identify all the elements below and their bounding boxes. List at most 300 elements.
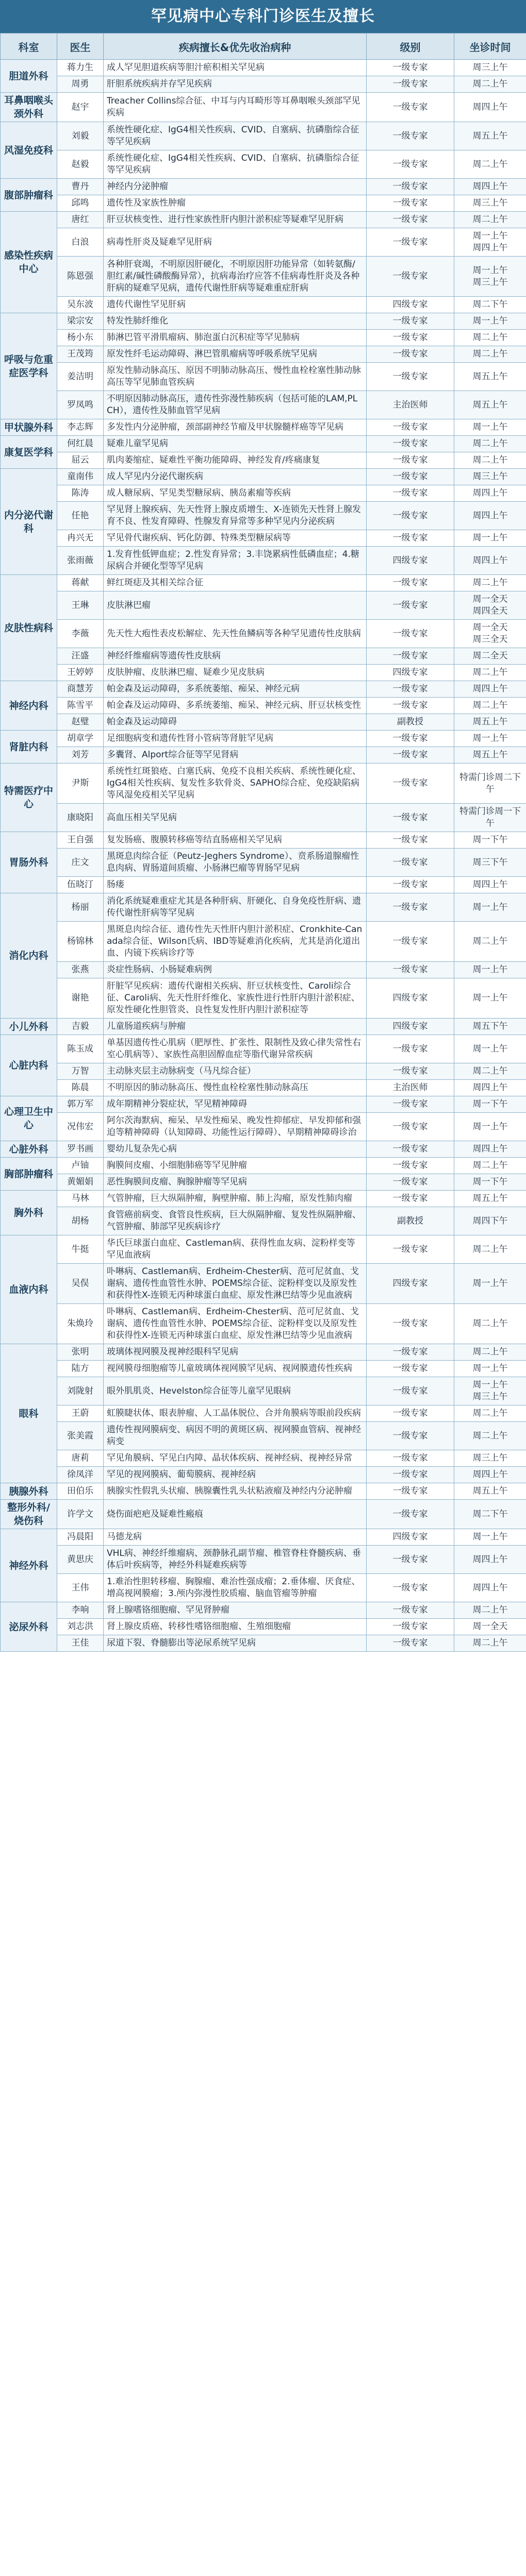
time-cell: 周一下午 bbox=[454, 1174, 526, 1191]
time-cell: 周二上午 bbox=[454, 452, 526, 469]
doctor-cell: 汪盛 bbox=[57, 648, 104, 665]
table-row bbox=[1, 648, 526, 665]
level-cell: 一级专家 bbox=[367, 122, 454, 150]
table-row bbox=[1, 76, 526, 93]
specialty-cell: 罕见骨代谢疾病、钙化防御、特殊类型糖尿病等 bbox=[104, 530, 367, 547]
specialty-cell: 玻璃体视网膜及视神经眼科罕见病 bbox=[104, 1344, 367, 1361]
time-cell: 周四下午 bbox=[454, 1207, 526, 1235]
time-cell: 周三上午 bbox=[454, 1450, 526, 1467]
doctor-cell: 蒋力生 bbox=[57, 60, 104, 76]
specialty-cell: 肾上腺皮质癌、转移性嗜铬细胞瘤、生殖细胞瘤 bbox=[104, 1619, 367, 1635]
level-cell: 一级专家 bbox=[367, 1619, 454, 1635]
doctor-cell: 白浪 bbox=[57, 228, 104, 257]
table-row bbox=[1, 832, 526, 849]
specialty-cell: 成年期精神分裂症状，罕见精神障碍 bbox=[104, 1096, 367, 1113]
doctor-cell: 胡章学 bbox=[57, 731, 104, 747]
specialty-cell: 复发肠癌、腹膜转移癌等结直肠癌相关罕见病 bbox=[104, 832, 367, 849]
doctor-cell: 蒋献 bbox=[57, 575, 104, 591]
doctor-cell: 罗书画 bbox=[57, 1141, 104, 1158]
time-cell: 周二上午 bbox=[454, 1405, 526, 1422]
specialty-cell: 罕见肾上腺疾病、先天性肾上腺皮质增生、X-连锁先天性肾上腺发育不良、性发育障碍、性腺发育异常等多种罕见内分泌疾病 bbox=[104, 502, 367, 530]
doctor-cell: 赵毅 bbox=[57, 150, 104, 179]
doctor-cell: 康晓阳 bbox=[57, 804, 104, 832]
doctor-cell: 商慧芳 bbox=[57, 681, 104, 698]
doctor-cell: 唐莉 bbox=[57, 1450, 104, 1467]
level-cell: 一级专家 bbox=[367, 212, 454, 228]
doctor-cell: 王自强 bbox=[57, 832, 104, 849]
doctor-cell: 张雨薇 bbox=[57, 547, 104, 575]
doctor-cell: 庄文 bbox=[57, 849, 104, 877]
specialty-cell: 眼外肌肌炎、Hevelston综合征等儿童罕见眼病 bbox=[104, 1377, 367, 1405]
dept-cell: 神经外科 bbox=[1, 1529, 57, 1602]
table-row bbox=[1, 1158, 526, 1174]
doctor-cell: 屈云 bbox=[57, 452, 104, 469]
doctor-cell: 冉兴无 bbox=[57, 530, 104, 547]
table-row bbox=[1, 1304, 526, 1344]
level-cell: 四级专家 bbox=[367, 1264, 454, 1304]
table-row bbox=[1, 391, 526, 419]
table-row bbox=[1, 978, 526, 1019]
level-cell: 四级专家 bbox=[367, 1019, 454, 1035]
doctor-cell: 吴俣 bbox=[57, 1264, 104, 1304]
dept-cell: 内分泌代谢科 bbox=[1, 469, 57, 575]
table-row bbox=[1, 313, 526, 330]
table-row bbox=[1, 1546, 526, 1574]
level-cell: 一级专家 bbox=[367, 363, 454, 391]
table-row bbox=[1, 485, 526, 502]
level-cell: 一级专家 bbox=[367, 452, 454, 469]
level-cell: 一级专家 bbox=[367, 1635, 454, 1652]
level-cell: 一级专家 bbox=[367, 1096, 454, 1113]
time-cell: 周二上午 bbox=[454, 1304, 526, 1344]
dept-cell: 神经内科 bbox=[1, 681, 57, 731]
level-cell: 一级专家 bbox=[367, 1158, 454, 1174]
table-row bbox=[1, 1264, 526, 1304]
dept-cell: 胆道外科 bbox=[1, 60, 57, 93]
dept-cell: 整形外科/烧伤科 bbox=[1, 1500, 57, 1529]
level-cell: 一级专家 bbox=[367, 922, 454, 962]
table-row bbox=[1, 1405, 526, 1422]
level-cell: 一级专家 bbox=[367, 1467, 454, 1483]
time-cell: 周二上午 bbox=[454, 1422, 526, 1450]
level-cell: 一级专家 bbox=[367, 502, 454, 530]
specialty-cell: 虹膜睫状体、眼表肿瘤、人工晶体脱位、合并角膜病等眼前段疾病 bbox=[104, 1405, 367, 1422]
table-row bbox=[1, 698, 526, 714]
level-cell: 主治医师 bbox=[367, 1080, 454, 1096]
time-cell: 周四上午 bbox=[454, 1141, 526, 1158]
time-cell: 周一全天 周三全天 bbox=[454, 620, 526, 648]
time-cell: 周二上午 bbox=[454, 1344, 526, 1361]
table-row bbox=[1, 714, 526, 731]
level-cell: 一级专家 bbox=[367, 698, 454, 714]
dept-cell: 风湿免疫科 bbox=[1, 122, 57, 179]
time-cell: 周一上午 bbox=[454, 893, 526, 922]
level-cell: 一级专家 bbox=[367, 620, 454, 648]
doctor-cell: 任艳 bbox=[57, 502, 104, 530]
table-row bbox=[1, 1035, 526, 1063]
doctor-cell: 郭万军 bbox=[57, 1096, 104, 1113]
doctor-cell: 况伟宏 bbox=[57, 1113, 104, 1141]
table-row bbox=[1, 1207, 526, 1235]
time-cell: 周二上午 bbox=[454, 436, 526, 452]
doctor-cell: 姜洁明 bbox=[57, 363, 104, 391]
time-cell: 周一上午 bbox=[454, 1035, 526, 1063]
header-time: 坐诊时间 bbox=[454, 33, 526, 60]
level-cell: 一级专家 bbox=[367, 849, 454, 877]
doctor-cell: 王茂筠 bbox=[57, 346, 104, 363]
time-cell: 周五上午 bbox=[454, 747, 526, 764]
time-cell: 周一上午 周三上午 bbox=[454, 257, 526, 297]
level-cell: 一级专家 bbox=[367, 1191, 454, 1207]
table-row bbox=[1, 150, 526, 179]
time-cell: 周四上午 bbox=[454, 1546, 526, 1574]
time-cell: 周二下午 bbox=[454, 297, 526, 313]
level-cell: 一级专家 bbox=[367, 1483, 454, 1500]
doctor-cell: 张美霞 bbox=[57, 1422, 104, 1450]
specialty-cell: 胰腺实性假乳头状瘤、胰腺囊性乳头状粘液瘤及神经内分泌肿瘤 bbox=[104, 1483, 367, 1500]
table-row bbox=[1, 1344, 526, 1361]
header-specialty: 疾病擅长&优先收治病种 bbox=[104, 33, 367, 60]
level-cell: 一级专家 bbox=[367, 330, 454, 346]
dept-cell: 耳鼻咽喉头颈外科 bbox=[1, 93, 57, 122]
dept-cell: 眼科 bbox=[1, 1344, 57, 1483]
level-cell: 一级专家 bbox=[367, 195, 454, 212]
specialty-cell: 罕见的视网膜病、葡萄膜病、视神经病 bbox=[104, 1467, 367, 1483]
specialty-cell: 胸膜间皮瘤、小细胞肺癌等罕见肿瘤 bbox=[104, 1158, 367, 1174]
table-row bbox=[1, 877, 526, 893]
time-cell: 周一上午 bbox=[454, 1264, 526, 1304]
specialty-cell: 各种肝衰竭，不明原因肝硬化，不明原因肝功能异常（如转氨酶/胆红素/碱性磷酸酶异常），抗病毒治疗应答不佳病毒性肝炎及各种肝病的疑难罕见病，遗传代谢性肝病等疑难重症肝病 bbox=[104, 257, 367, 297]
level-cell: 一级专家 bbox=[367, 893, 454, 922]
level-cell: 一级专家 bbox=[367, 419, 454, 436]
time-cell: 周五上午 bbox=[454, 1483, 526, 1500]
doctor-cell: 刘毅 bbox=[57, 122, 104, 150]
dept-cell: 胸部肿瘤科 bbox=[1, 1158, 57, 1191]
specialty-cell: 肾上腺嗜铬细胞瘤、罕见肾肿瘤 bbox=[104, 1602, 367, 1619]
table-row bbox=[1, 547, 526, 575]
time-cell: 周四上午 bbox=[454, 485, 526, 502]
table-row bbox=[1, 179, 526, 195]
doctor-cell: 王佳 bbox=[57, 1635, 104, 1652]
level-cell: 一级专家 bbox=[367, 1405, 454, 1422]
specialty-cell: 不明原因肺动脉高压，遗传性弥漫性肺疾病（包括可能的LAM,PLCH），遗传性及肺血管罕见病 bbox=[104, 391, 367, 419]
level-cell: 一级专家 bbox=[367, 1304, 454, 1344]
dept-cell: 呼吸与危重症医学科 bbox=[1, 313, 57, 419]
doctor-cell: 万智 bbox=[57, 1063, 104, 1080]
specialty-cell: 主动脉夹层主动脉病变（马凡综合征） bbox=[104, 1063, 367, 1080]
specialty-cell: 婴幼儿复杂先心病 bbox=[104, 1141, 367, 1158]
specialty-cell: 皮肤肿瘤、皮肤淋巴瘤、疑难少见皮肤病 bbox=[104, 665, 367, 681]
specialty-cell: 系统性红斑狼疮、白塞氏病、免疫不良相关疾病、系统性硬化症、IgG4相关性疾病、复发性多软骨炎、SAPHO综合症、免疫缺陷病等风湿免疫相关罕见病 bbox=[104, 764, 367, 804]
specialty-cell: 卟啉病、Castleman病、Erdheim-Chester病、范可尼贫血、戈谢病、遗传性血管性水肿、POEMS综合征、淀粉样变以及原发性和获得性X-连锁无丙种球蛋白血症、原发性淋巴结等少见血液病 bbox=[104, 1304, 367, 1344]
doctor-cell: 陆方 bbox=[57, 1361, 104, 1377]
level-cell: 一级专家 bbox=[367, 591, 454, 620]
table-row bbox=[1, 452, 526, 469]
level-cell: 四级专家 bbox=[367, 978, 454, 1019]
dept-cell: 心理卫生中心 bbox=[1, 1096, 57, 1141]
header-level: 级别 bbox=[367, 33, 454, 60]
dept-cell: 小儿外科 bbox=[1, 1019, 57, 1035]
doctor-cell: 田伯乐 bbox=[57, 1483, 104, 1500]
table-row bbox=[1, 849, 526, 877]
time-cell: 周二上午 bbox=[454, 1635, 526, 1652]
table-row bbox=[1, 1450, 526, 1467]
doctor-cell: 黄媚娟 bbox=[57, 1174, 104, 1191]
table-row bbox=[1, 1574, 526, 1602]
specialty-cell: 肌肉萎缩症、疑难性平衡功能障碍、神经发育/疼痛康复 bbox=[104, 452, 367, 469]
level-cell: 一级专家 bbox=[367, 575, 454, 591]
time-cell: 周四上午 bbox=[454, 179, 526, 195]
doctor-cell: 李志辉 bbox=[57, 419, 104, 436]
specialty-cell: 病毒性肝炎及疑难罕见肝病 bbox=[104, 228, 367, 257]
time-cell: 周三下午 bbox=[454, 849, 526, 877]
level-cell: 一级专家 bbox=[367, 346, 454, 363]
level-cell: 四级专家 bbox=[367, 1529, 454, 1546]
doctor-cell: 吴东波 bbox=[57, 297, 104, 313]
specialty-cell: 系统性硬化症、IgG4相关性疾病、CVID、自塞病、抗磷脂综合征等罕见疾病 bbox=[104, 122, 367, 150]
doctor-cell: 赵宇 bbox=[57, 93, 104, 122]
level-cell: 四级专家 bbox=[367, 547, 454, 575]
time-cell: 周二上午 bbox=[454, 1602, 526, 1619]
specialty-cell: 多囊肾、Alport综合征等罕见肾病 bbox=[104, 747, 367, 764]
specialty-cell: 儿童肠道疾病与肿瘤 bbox=[104, 1019, 367, 1035]
level-cell: 副教授 bbox=[367, 1207, 454, 1235]
dept-cell: 心脏内科 bbox=[1, 1035, 57, 1096]
table-row bbox=[1, 1191, 526, 1207]
table-row bbox=[1, 419, 526, 436]
doctor-cell: 卢铀 bbox=[57, 1158, 104, 1174]
doctor-cell: 王琳 bbox=[57, 591, 104, 620]
table-row bbox=[1, 1141, 526, 1158]
time-cell: 周二上午 bbox=[454, 922, 526, 962]
time-cell: 周二上午 bbox=[454, 346, 526, 363]
specialty-cell: 肝豆状核变性、进行性家族性肝内胆汁淤积症等疑难罕见肝病 bbox=[104, 212, 367, 228]
table-row bbox=[1, 922, 526, 962]
table-row bbox=[1, 1063, 526, 1080]
table-row bbox=[1, 1096, 526, 1113]
table-row bbox=[1, 1529, 526, 1546]
dept-cell: 血液内科 bbox=[1, 1235, 57, 1344]
schedule-table bbox=[0, 33, 526, 1652]
dept-cell: 感染性疾病中心 bbox=[1, 212, 57, 313]
header-dept: 科室 bbox=[1, 33, 57, 60]
doctor-cell: 陈晨 bbox=[57, 1080, 104, 1096]
specialty-cell: 成人罕见内分泌代谢疾病 bbox=[104, 469, 367, 485]
doctor-cell: 胡杨 bbox=[57, 1207, 104, 1235]
header-doctor: 医生 bbox=[57, 33, 104, 60]
specialty-cell: 系统性硬化症、IgG4相关性疾病、CVID、自塞病、抗磷脂综合征等罕见疾病 bbox=[104, 150, 367, 179]
doctor-cell: 徐凤洋 bbox=[57, 1467, 104, 1483]
time-cell: 周四上午 bbox=[454, 1574, 526, 1602]
time-cell: 周二上午 bbox=[454, 76, 526, 93]
table-row bbox=[1, 962, 526, 978]
time-cell: 周二上午 bbox=[454, 330, 526, 346]
time-cell: 周一上午 周四上午 bbox=[454, 228, 526, 257]
dept-cell: 胃肠外科 bbox=[1, 832, 57, 893]
time-cell: 周二上午 bbox=[454, 1063, 526, 1080]
table-row bbox=[1, 1500, 526, 1529]
table-row bbox=[1, 731, 526, 747]
level-cell: 副教授 bbox=[367, 714, 454, 731]
table-row bbox=[1, 1483, 526, 1500]
doctor-cell: 马林 bbox=[57, 1191, 104, 1207]
table-row bbox=[1, 60, 526, 76]
time-cell: 周一全天 bbox=[454, 1619, 526, 1635]
table-row bbox=[1, 93, 526, 122]
level-cell: 一级专家 bbox=[367, 731, 454, 747]
time-cell: 周二全天 bbox=[454, 648, 526, 665]
specialty-cell: 卟啉病、Castleman病、Erdheim-Chester病、范可尼贫血、戈谢病、遗传性血管性水肿、POEMS综合征、淀粉样变以及原发性和获得性X-连锁无丙种球蛋白血症、原发性淋巴结等少见血液病 bbox=[104, 1264, 367, 1304]
time-cell: 周二上午 bbox=[454, 665, 526, 681]
level-cell: 一级专家 bbox=[367, 1174, 454, 1191]
level-cell: 一级专家 bbox=[367, 1141, 454, 1158]
specialty-cell: 遗传代谢性罕见肝病 bbox=[104, 297, 367, 313]
time-cell: 周五上午 bbox=[454, 391, 526, 419]
level-cell: 一级专家 bbox=[367, 530, 454, 547]
doctor-cell: 许学文 bbox=[57, 1500, 104, 1529]
specialty-cell: Treacher Collins综合征、中耳与内耳畸形等耳鼻咽喉头颈部罕见疾病 bbox=[104, 93, 367, 122]
table-row bbox=[1, 1377, 526, 1405]
level-cell: 一级专家 bbox=[367, 1500, 454, 1529]
time-cell: 周二上午 bbox=[454, 575, 526, 591]
table-row bbox=[1, 530, 526, 547]
time-cell: 周一下午 bbox=[454, 1096, 526, 1113]
level-cell: 一级专家 bbox=[367, 804, 454, 832]
table-row bbox=[1, 1019, 526, 1035]
dept-cell: 消化内科 bbox=[1, 893, 57, 1019]
level-cell: 一级专家 bbox=[367, 681, 454, 698]
doctor-cell: 赵璧 bbox=[57, 714, 104, 731]
table-row bbox=[1, 297, 526, 313]
level-cell: 四级专家 bbox=[367, 665, 454, 681]
table-row bbox=[1, 436, 526, 452]
table-row bbox=[1, 502, 526, 530]
table-row bbox=[1, 747, 526, 764]
level-cell: 一级专家 bbox=[367, 485, 454, 502]
doctor-cell: 陈涛 bbox=[57, 485, 104, 502]
specialty-cell: 鲜红斑痣及其相关综合征 bbox=[104, 575, 367, 591]
table-row bbox=[1, 122, 526, 150]
time-cell: 周四上午 bbox=[454, 502, 526, 530]
specialty-cell: 高血压相关罕见病 bbox=[104, 804, 367, 832]
doctor-cell: 杨锦林 bbox=[57, 922, 104, 962]
table-row bbox=[1, 1422, 526, 1450]
doctor-cell: 杨小东 bbox=[57, 330, 104, 346]
table-row bbox=[1, 330, 526, 346]
doctor-cell: 陈玉成 bbox=[57, 1035, 104, 1063]
table-row bbox=[1, 1113, 526, 1141]
specialty-cell: 帕金森及运动障碍、多系统萎缩、痴呆、神经元病、肝豆状核变性 bbox=[104, 698, 367, 714]
specialty-cell: 足细胞病变和遗传性肾小管病等肾脏罕见病 bbox=[104, 731, 367, 747]
time-cell: 周一上午 bbox=[454, 962, 526, 978]
dept-cell: 泌尿外科 bbox=[1, 1602, 57, 1652]
specialty-cell: 阿尔茨海默病、痴呆、早发性痴呆、晚发性抑郁症、早发抑郁和强迫等精神障碍（认知障碍、功能性运行障碍）、早期精神障碍诊治 bbox=[104, 1113, 367, 1141]
time-cell: 周三上午 bbox=[454, 195, 526, 212]
doctor-cell: 陈恩强 bbox=[57, 257, 104, 297]
table-row bbox=[1, 1361, 526, 1377]
time-cell: 周二上午 bbox=[454, 212, 526, 228]
time-cell: 周四上午 bbox=[454, 1467, 526, 1483]
specialty-cell: 神经内分泌肿瘤 bbox=[104, 179, 367, 195]
time-cell: 周一上午 bbox=[454, 419, 526, 436]
specialty-cell: 遗传性及家族性肿瘤 bbox=[104, 195, 367, 212]
time-cell: 周一上午 bbox=[454, 1113, 526, 1141]
level-cell: 四级专家 bbox=[367, 297, 454, 313]
specialty-cell: 气管肿瘤，巨大纵隔肿瘤，胸壁肿瘤、肺上沟瘤，原发性肺肉瘤 bbox=[104, 1191, 367, 1207]
level-cell: 一级专家 bbox=[367, 228, 454, 257]
doctor-cell: 刘芳 bbox=[57, 747, 104, 764]
table-row bbox=[1, 1080, 526, 1096]
table-row bbox=[1, 469, 526, 485]
time-cell: 周一上午 bbox=[454, 313, 526, 330]
specialty-cell: 单基因遗传性心肌病（肥厚性、扩张性、限制性及致心律失常性右室心肌病等）、家族性高胆固醇血症等脂代谢异常疾病 bbox=[104, 1035, 367, 1063]
doctor-cell: 曹丹 bbox=[57, 179, 104, 195]
level-cell: 一级专家 bbox=[367, 1422, 454, 1450]
time-cell: 周五上午 bbox=[454, 122, 526, 150]
time-cell: 特需门诊周一下午 bbox=[454, 804, 526, 832]
table-row bbox=[1, 1602, 526, 1619]
table-row bbox=[1, 212, 526, 228]
time-cell: 周四上午 bbox=[454, 93, 526, 122]
dept-cell: 康复医学科 bbox=[1, 436, 57, 469]
doctor-cell: 王蔚 bbox=[57, 1405, 104, 1422]
time-cell: 周三上午 bbox=[454, 469, 526, 485]
time-cell: 周二下午 bbox=[454, 1500, 526, 1529]
time-cell: 周五下午 bbox=[454, 1019, 526, 1035]
table-row bbox=[1, 1635, 526, 1652]
level-cell: 一级专家 bbox=[367, 93, 454, 122]
specialty-cell: 食管癌前病变、食管良性疾病，巨大纵隔肿瘤、复发性纵隔肿瘤、气管肿瘤、肺部罕见疾病诊疗 bbox=[104, 1207, 367, 1235]
doctor-cell: 吉毅 bbox=[57, 1019, 104, 1035]
time-cell: 周四上午 bbox=[454, 877, 526, 893]
table-row bbox=[1, 620, 526, 648]
level-cell: 一级专家 bbox=[367, 877, 454, 893]
specialty-cell: 烧伤面疤疤及疑难性瘢痕 bbox=[104, 1500, 367, 1529]
doctor-cell: 童南伟 bbox=[57, 469, 104, 485]
time-cell: 周五上午 bbox=[454, 714, 526, 731]
header-row bbox=[1, 33, 526, 60]
doctor-cell: 陈雪平 bbox=[57, 698, 104, 714]
doctor-cell: 罗凤鸣 bbox=[57, 391, 104, 419]
doctor-cell: 牛挺 bbox=[57, 1235, 104, 1264]
level-cell: 一级专家 bbox=[367, 60, 454, 76]
time-cell: 周四上午 bbox=[454, 681, 526, 698]
table-row bbox=[1, 195, 526, 212]
doctor-cell: 梁宗安 bbox=[57, 313, 104, 330]
doctor-cell: 邱鸣 bbox=[57, 195, 104, 212]
specialty-cell: 炎症性肠病、小肠疑难病例 bbox=[104, 962, 367, 978]
dept-cell: 特需医疗中心 bbox=[1, 764, 57, 832]
level-cell: 一级专家 bbox=[367, 1235, 454, 1264]
level-cell: 一级专家 bbox=[367, 1602, 454, 1619]
level-cell: 一级专家 bbox=[367, 1361, 454, 1377]
dept-cell: 胸外科 bbox=[1, 1191, 57, 1235]
specialty-cell: 肝胆系统疾病并存罕见疾病 bbox=[104, 76, 367, 93]
doctor-cell: 黄思庆 bbox=[57, 1546, 104, 1574]
doctor-cell: 刘志洪 bbox=[57, 1619, 104, 1635]
table-row bbox=[1, 1619, 526, 1635]
level-cell: 一级专家 bbox=[367, 1546, 454, 1574]
time-cell: 周一上午 bbox=[454, 731, 526, 747]
time-cell: 周二上午 bbox=[454, 1235, 526, 1264]
time-cell: 周一全天 周四全天 bbox=[454, 591, 526, 620]
level-cell: 一级专家 bbox=[367, 150, 454, 179]
specialty-cell: 疑难儿童罕见病 bbox=[104, 436, 367, 452]
level-cell: 主治医师 bbox=[367, 391, 454, 419]
doctor-cell: 李薇 bbox=[57, 620, 104, 648]
doctor-cell: 张燕 bbox=[57, 962, 104, 978]
specialty-cell: 帕金森及运动障碍，多系统萎缩、痴呆、神经元病 bbox=[104, 681, 367, 698]
